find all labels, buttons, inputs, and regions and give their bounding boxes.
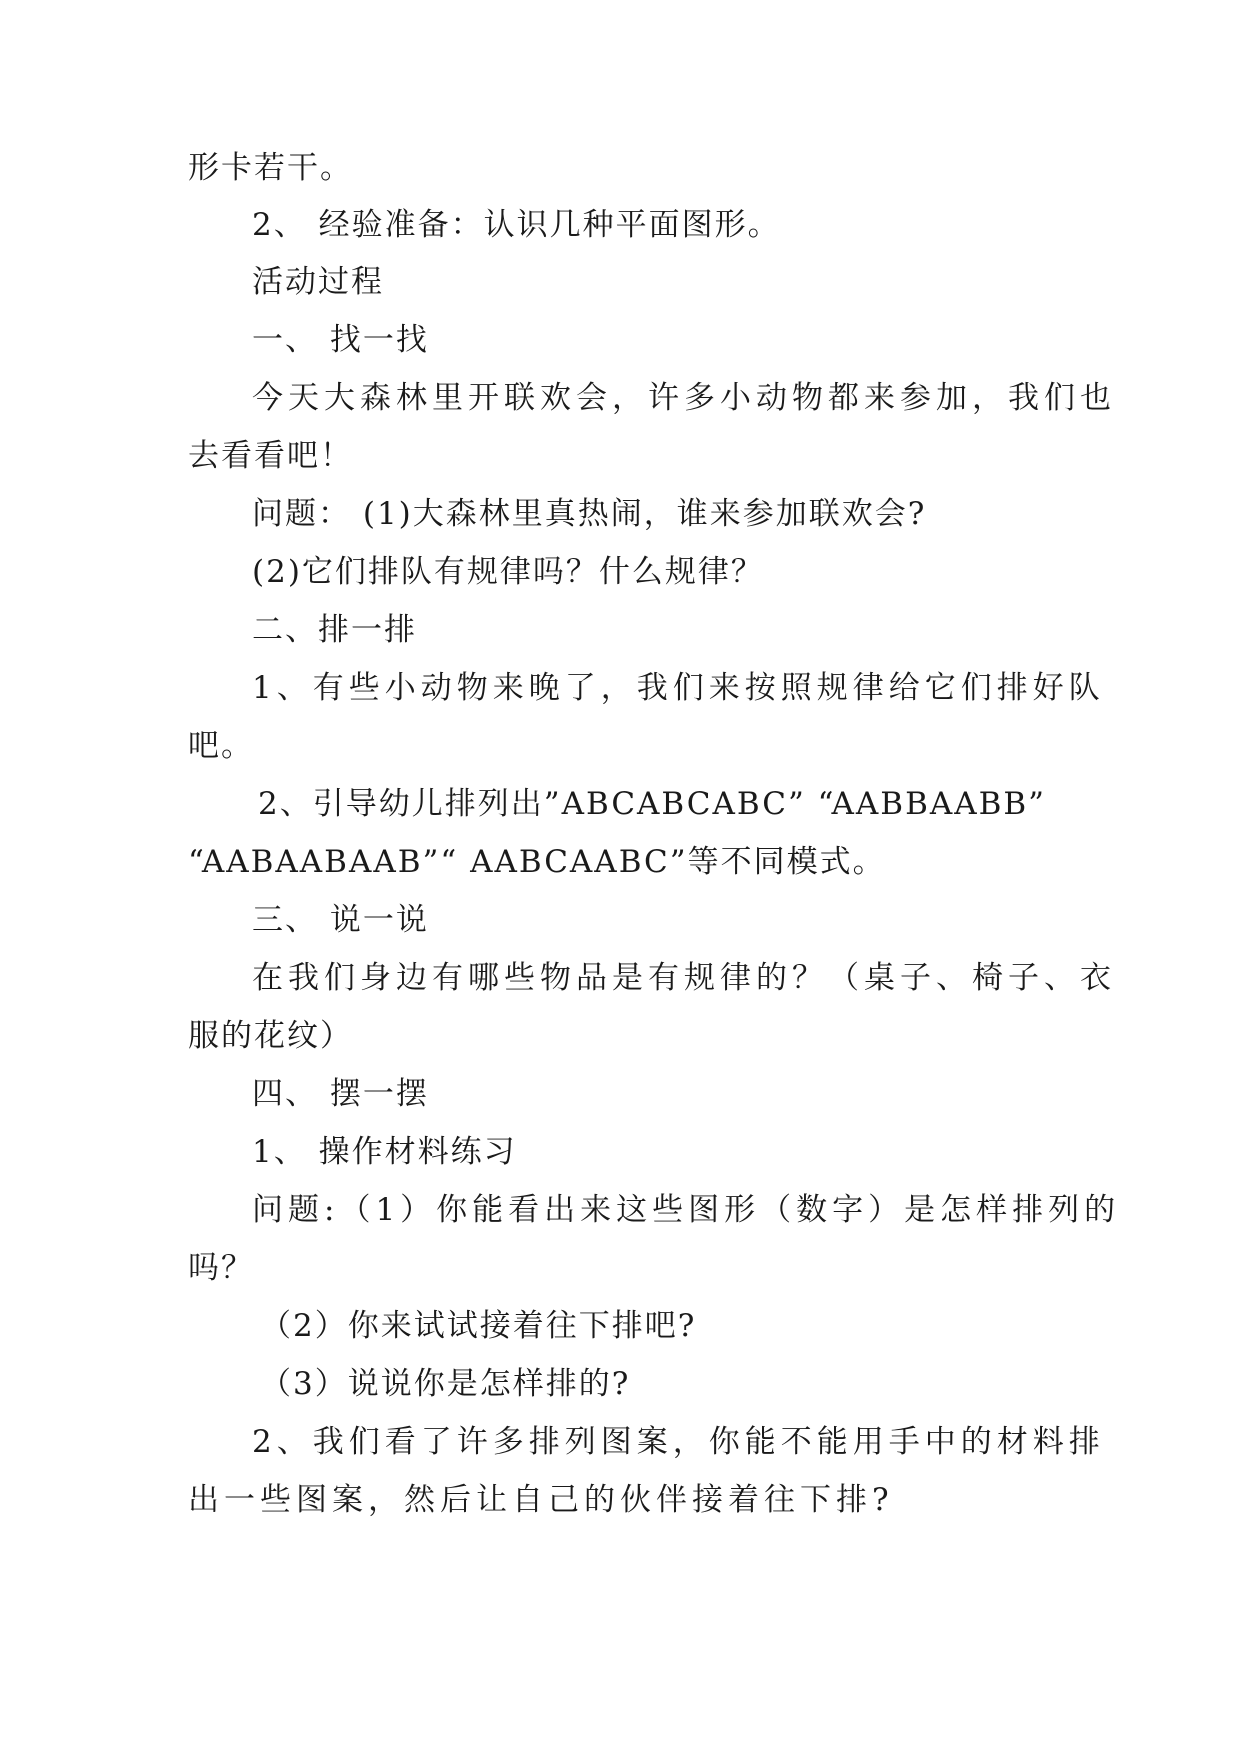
section-heading: 二、排一排 <box>252 612 417 648</box>
text-line: （2）你来试试接着往下排吧? <box>260 1308 697 1344</box>
text-line: 2、我们看了许多排列图案，你能不能用手中的材料排 <box>252 1424 1105 1460</box>
section-heading: 一、 找一找 <box>252 322 429 358</box>
text-line: 问题:（1）你能看出来这些图形（数字）是怎样排列的 <box>252 1192 1121 1228</box>
text-line: 1、有些小动物来晚了，我们来按照规律给它们排好队 <box>252 670 1105 706</box>
text-line: 1、 操作材料练习 <box>252 1134 517 1170</box>
text-line: (2)它们排队有规律吗？什么规律？ <box>252 554 764 590</box>
text-line: 今天大森林里开联欢会，许多小动物都来参加，我们也 <box>252 380 1116 416</box>
text-line: “AABAABAAB”“ AABCAABC”等不同模式。 <box>188 844 886 880</box>
text-line: 吧。 <box>188 728 254 764</box>
text-line: （3）说说你是怎样排的? <box>260 1366 631 1402</box>
text-line: 问题： (1)大森林里真热闹，谁来参加联欢会? <box>252 496 927 532</box>
text-line: 服的花纹） <box>188 1018 353 1054</box>
text-line: 吗？ <box>188 1250 254 1286</box>
section-heading: 三、 说一说 <box>252 902 429 938</box>
section-heading: 四、 摆一摆 <box>252 1076 429 1112</box>
text-line: 在我们身边有哪些物品是有规律的？（桌子、椅子、衣 <box>252 960 1116 996</box>
section-heading: 活动过程 <box>252 264 384 300</box>
text-line: 出一些图案，然后让自己的伙伴接着往下排? <box>188 1482 894 1518</box>
text-line: 去看看吧！ <box>188 438 353 474</box>
text-line: 2、 经验准备：认识几种平面图形。 <box>252 207 781 243</box>
text-line: 形卡若干。 <box>188 150 353 186</box>
text-line: 2、引导幼儿排列出”ABCABCABC” “AABBAABB” <box>258 786 1047 822</box>
